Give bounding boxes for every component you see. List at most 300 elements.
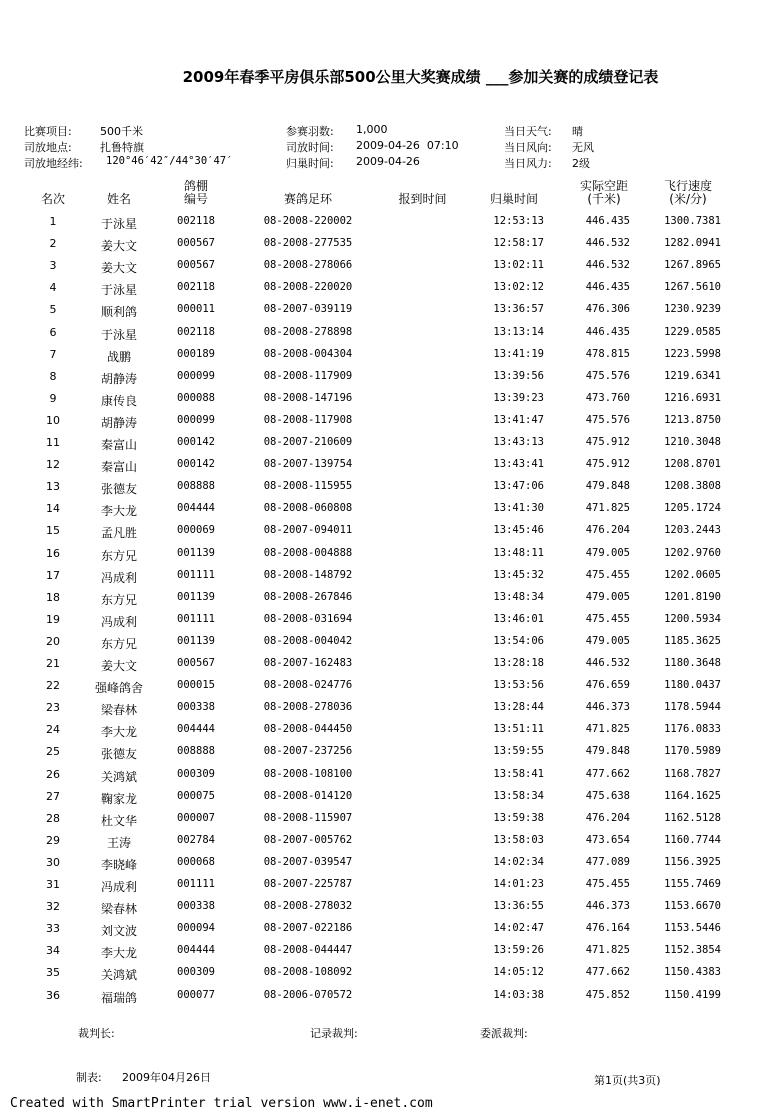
header-distance-bottom: (千米) xyxy=(587,192,621,206)
speed-cell: 1202.0605 xyxy=(664,568,721,581)
name-cell: 关鸿斌 xyxy=(100,769,137,784)
ring-number-cell: 08-2008-117908 xyxy=(263,413,353,426)
ring-number-cell: 08-2008-108092 xyxy=(263,966,353,979)
speed-cell: 1223.5998 xyxy=(664,347,721,360)
distance-cell: 446.532 xyxy=(585,237,630,250)
distance-cell: 478.815 xyxy=(585,347,630,360)
table-row xyxy=(0,768,781,790)
distance-cell: 476.204 xyxy=(585,524,630,537)
loft-id-cell: 000015 xyxy=(177,679,215,692)
loft-id-cell: 000338 xyxy=(177,900,215,913)
distance-cell: 446.373 xyxy=(585,701,630,714)
rank-cell: 31 xyxy=(46,878,60,891)
return-time-cell: 14:01:23 xyxy=(493,878,544,890)
return-time-cell: 13:41:19 xyxy=(493,347,544,360)
rank-cell: 9 xyxy=(49,391,57,405)
return-time-cell: 14:03:38 xyxy=(493,988,544,1001)
table-row xyxy=(0,591,781,613)
footer-delegate: 委派裁判: xyxy=(480,1027,528,1040)
rank-cell: 30 xyxy=(46,855,60,869)
speed-cell: 1203.2443 xyxy=(664,524,721,537)
speed-cell: 1180.0437 xyxy=(664,679,721,692)
distance-cell: 475.912 xyxy=(585,458,630,471)
rank-cell: 23 xyxy=(46,701,60,715)
return-time-cell: 13:28:18 xyxy=(493,657,544,669)
loft-id-cell: 004444 xyxy=(177,502,215,515)
speed-cell: 1155.7469 xyxy=(664,878,721,890)
name-cell: 胡静涛 xyxy=(100,415,137,430)
return-time-cell: 13:48:11 xyxy=(493,546,544,559)
return-time-cell: 14:05:12 xyxy=(493,966,544,979)
ring-number-cell: 08-2008-004042 xyxy=(263,634,353,647)
header-name: 姓名 xyxy=(106,192,131,206)
distance-cell: 473.654 xyxy=(585,833,630,846)
distance-cell: 479.005 xyxy=(585,590,630,603)
wind-direction-value: 无风 xyxy=(572,141,594,154)
table-row xyxy=(0,812,781,834)
rank-cell: 35 xyxy=(46,966,60,980)
speed-cell: 1267.8965 xyxy=(664,259,721,272)
table-row xyxy=(0,547,781,569)
speed-cell: 1170.5989 xyxy=(664,745,721,758)
distance-cell: 476.164 xyxy=(585,922,630,935)
table-row xyxy=(0,281,781,303)
speed-cell: 1160.7744 xyxy=(664,833,721,846)
name-cell: 张德友 xyxy=(100,482,137,497)
header-report-time: 报到时间 xyxy=(398,192,447,206)
name-cell: 姜大文 xyxy=(100,239,137,254)
name-cell: 康传良 xyxy=(100,393,137,408)
speed-cell: 1156.3925 xyxy=(664,855,721,868)
ring-number-cell: 08-2008-115907 xyxy=(263,811,353,824)
return-time-cell: 13:02:11 xyxy=(493,259,544,272)
rank-cell: 1 xyxy=(49,215,57,228)
return-time-cell: 13:36:57 xyxy=(493,303,544,316)
name-cell: 于泳星 xyxy=(100,283,137,298)
table-row xyxy=(0,657,781,679)
return-time-cell: 13:47:06 xyxy=(493,480,544,493)
speed-cell: 1208.8701 xyxy=(664,458,721,471)
table-row xyxy=(0,502,781,524)
speed-cell: 1164.1625 xyxy=(664,789,721,802)
loft-id-cell: 000142 xyxy=(177,458,215,471)
speed-cell: 1219.6341 xyxy=(664,369,721,382)
table-row xyxy=(0,303,781,325)
return-time-cell: 13:59:26 xyxy=(493,944,544,957)
rank-cell: 19 xyxy=(46,612,60,626)
name-cell: 于泳星 xyxy=(100,217,137,231)
loft-id-cell: 000011 xyxy=(177,303,215,316)
loft-id-cell: 000567 xyxy=(177,657,215,669)
ring-number-cell: 08-2008-147196 xyxy=(263,391,353,404)
table-row xyxy=(0,856,781,878)
rank-cell: 4 xyxy=(49,281,57,295)
coords-value: 120°46′42″/44°30′47′ xyxy=(106,155,233,167)
speed-cell: 1201.8190 xyxy=(664,590,721,603)
rank-cell: 29 xyxy=(46,833,60,847)
table-row xyxy=(0,458,781,480)
ring-number-cell: 08-2007-039119 xyxy=(263,303,353,316)
loft-id-cell: 000142 xyxy=(177,436,215,448)
speed-cell: 1282.0941 xyxy=(664,237,721,250)
loft-id-cell: 000567 xyxy=(177,259,215,272)
distance-cell: 476.306 xyxy=(585,303,630,316)
loft-id-cell: 000069 xyxy=(177,524,215,537)
distance-cell: 475.455 xyxy=(585,878,630,890)
return-time-cell: 13:36:55 xyxy=(493,900,544,913)
ring-number-cell: 08-2007-210609 xyxy=(263,436,353,448)
loft-id-cell: 001139 xyxy=(177,590,215,603)
table-row xyxy=(0,878,781,900)
rank-cell: 2 xyxy=(49,237,57,251)
ring-number-cell: 08-2007-237256 xyxy=(263,745,353,758)
loft-id-cell: 008888 xyxy=(177,480,215,493)
return-value: 2009-04-26 xyxy=(356,155,420,168)
ring-number-cell: 08-2007-225787 xyxy=(263,878,353,890)
rank-cell: 32 xyxy=(46,900,60,914)
speed-cell: 1216.6931 xyxy=(664,391,721,404)
distance-cell: 475.576 xyxy=(585,413,630,426)
ring-number-cell: 08-2008-277535 xyxy=(263,237,353,250)
distance-cell: 477.089 xyxy=(585,855,630,868)
table-row xyxy=(0,569,781,591)
event-value: 500千米 xyxy=(100,125,143,138)
return-time-cell: 13:43:41 xyxy=(493,458,544,471)
rank-cell: 6 xyxy=(49,325,57,339)
speed-cell: 1267.5610 xyxy=(664,281,721,294)
speed-cell: 1176.0833 xyxy=(664,723,721,736)
table-row xyxy=(0,348,781,370)
ring-number-cell: 08-2008-004304 xyxy=(263,347,353,360)
site-label: 司放地点: xyxy=(24,141,72,154)
name-cell: 李大龙 xyxy=(100,504,137,519)
ring-number-cell: 08-2008-220020 xyxy=(263,281,353,294)
loft-id-cell: 002784 xyxy=(177,833,215,846)
table-row xyxy=(0,790,781,812)
distance-cell: 476.204 xyxy=(585,811,630,824)
distance-cell: 475.638 xyxy=(585,789,630,802)
footer-maker-date: 2009年04月26日 xyxy=(122,1071,211,1084)
table-row xyxy=(0,613,781,635)
weather-label: 当日天气: xyxy=(504,125,552,138)
ring-number-cell: 08-2008-115955 xyxy=(263,480,353,493)
ring-number-cell: 08-2008-267846 xyxy=(263,590,353,603)
name-cell: 秦富山 xyxy=(100,438,137,452)
table-row xyxy=(0,900,781,922)
table-row xyxy=(0,480,781,502)
rank-cell: 14 xyxy=(46,502,60,516)
name-cell: 冯成利 xyxy=(100,614,137,629)
table-row xyxy=(0,834,781,856)
ring-number-cell: 08-2007-162483 xyxy=(263,657,353,669)
name-cell: 顺利鸽 xyxy=(100,305,137,320)
rank-cell: 33 xyxy=(46,922,60,936)
return-time-cell: 13:54:06 xyxy=(493,634,544,647)
rank-cell: 5 xyxy=(49,303,57,317)
rank-cell: 34 xyxy=(46,944,60,958)
distance-cell: 471.825 xyxy=(585,502,630,515)
name-cell: 姜大文 xyxy=(100,261,137,276)
loft-id-cell: 004444 xyxy=(177,944,215,957)
loft-id-cell: 001111 xyxy=(177,612,215,625)
distance-cell: 479.848 xyxy=(585,480,630,493)
header-speed-top: 飞行速度 xyxy=(663,179,712,193)
ring-number-cell: 08-2008-278032 xyxy=(263,900,353,913)
distance-cell: 479.005 xyxy=(585,634,630,647)
name-cell: 李大龙 xyxy=(100,946,137,961)
loft-id-cell: 000567 xyxy=(177,237,215,250)
rank-cell: 36 xyxy=(46,988,60,1002)
return-time-cell: 13:02:12 xyxy=(493,281,544,294)
ring-number-cell: 08-2007-039547 xyxy=(263,855,353,868)
header-loft-top: 鸽棚 xyxy=(183,179,208,193)
return-label: 归巢时间: xyxy=(286,157,334,170)
speed-cell: 1202.9760 xyxy=(664,546,721,559)
loft-id-cell: 001111 xyxy=(177,878,215,890)
table-row xyxy=(0,745,781,767)
speed-cell: 1180.3648 xyxy=(664,657,721,669)
loft-id-cell: 000338 xyxy=(177,701,215,714)
loft-id-cell: 000077 xyxy=(177,988,215,1001)
name-cell: 秦富山 xyxy=(100,460,137,475)
table-row xyxy=(0,392,781,414)
loft-id-cell: 000099 xyxy=(177,369,215,382)
wind-direction-label: 当日风向: xyxy=(504,141,552,154)
table-row xyxy=(0,635,781,657)
return-time-cell: 12:53:13 xyxy=(493,215,544,227)
table-row xyxy=(0,524,781,546)
name-cell: 于泳星 xyxy=(100,327,137,342)
table-row xyxy=(0,259,781,281)
name-cell: 关鸿斌 xyxy=(100,968,137,983)
loft-id-cell: 000007 xyxy=(177,811,215,824)
ring-number-cell: 08-2008-278898 xyxy=(263,325,353,338)
wind-force-label: 当日风力: xyxy=(504,157,552,170)
distance-cell: 471.825 xyxy=(585,723,630,736)
ring-number-cell: 08-2008-004888 xyxy=(263,546,353,559)
return-time-cell: 13:48:34 xyxy=(493,590,544,603)
distance-cell: 473.760 xyxy=(585,391,630,404)
header-return-time: 归巢时间 xyxy=(489,192,538,206)
rank-cell: 22 xyxy=(46,679,60,693)
return-time-cell: 13:41:47 xyxy=(493,413,544,426)
table-row xyxy=(0,370,781,392)
name-cell: 东方兄 xyxy=(100,636,137,651)
site-value: 扎鲁特旗 xyxy=(100,141,144,154)
speed-cell: 1208.3808 xyxy=(664,480,721,493)
loft-id-cell: 002118 xyxy=(177,281,215,294)
rank-cell: 28 xyxy=(46,811,60,825)
ring-number-cell: 08-2008-014120 xyxy=(263,789,353,802)
name-cell: 李大龙 xyxy=(100,725,137,740)
speed-cell: 1213.8750 xyxy=(664,413,721,426)
footer-page-number: 第1页(共3页) xyxy=(594,1074,661,1087)
distance-cell: 477.662 xyxy=(585,767,630,780)
ring-number-cell: 08-2008-044450 xyxy=(263,723,353,736)
ring-number-cell: 08-2007-022186 xyxy=(263,922,353,935)
name-cell: 东方兄 xyxy=(100,548,137,563)
ring-number-cell: 08-2008-220002 xyxy=(263,215,353,227)
loft-id-cell: 000099 xyxy=(177,413,215,426)
ring-number-cell: 08-2008-148792 xyxy=(263,568,353,581)
name-cell: 王涛 xyxy=(106,835,131,850)
footer-maker-label: 制表: xyxy=(76,1071,102,1084)
name-cell: 刘文波 xyxy=(100,924,137,939)
table-row xyxy=(0,414,781,436)
loft-id-cell: 004444 xyxy=(177,723,215,736)
header-speed-bottom: (米/分) xyxy=(669,192,707,206)
ring-number-cell: 08-2008-278066 xyxy=(263,259,353,272)
return-time-cell: 14:02:34 xyxy=(493,855,544,868)
ring-number-cell: 08-2007-094011 xyxy=(263,524,353,537)
distance-cell: 475.852 xyxy=(585,988,630,1001)
coords-label: 司放地经纬: xyxy=(24,157,83,170)
distance-cell: 446.435 xyxy=(585,281,630,294)
distance-cell: 471.825 xyxy=(585,944,630,957)
rank-cell: 26 xyxy=(46,767,60,781)
ring-number-cell: 08-2008-060808 xyxy=(263,502,353,515)
distance-cell: 446.435 xyxy=(585,325,630,338)
table-row xyxy=(0,966,781,988)
speed-cell: 1185.3625 xyxy=(664,634,721,647)
rank-cell: 15 xyxy=(46,524,60,538)
header-distance-top: 实际空距 xyxy=(579,179,628,193)
speed-cell: 1152.3854 xyxy=(664,944,721,957)
table-row xyxy=(0,326,781,348)
return-time-cell: 13:45:46 xyxy=(493,524,544,537)
rank-cell: 18 xyxy=(46,590,60,604)
rank-cell: 7 xyxy=(49,347,57,361)
rank-cell: 20 xyxy=(46,634,60,648)
name-cell: 冯成利 xyxy=(100,880,137,894)
return-time-cell: 13:28:44 xyxy=(493,701,544,714)
distance-cell: 476.659 xyxy=(585,679,630,692)
table-row xyxy=(0,944,781,966)
return-time-cell: 13:58:34 xyxy=(493,789,544,802)
loft-id-cell: 000309 xyxy=(177,966,215,979)
name-cell: 李晓峰 xyxy=(100,857,137,872)
ring-number-cell: 08-2008-108100 xyxy=(263,767,353,780)
return-time-cell: 13:59:55 xyxy=(493,745,544,758)
return-time-cell: 12:58:17 xyxy=(493,237,544,250)
speed-cell: 1153.6670 xyxy=(664,900,721,913)
return-time-cell: 14:02:47 xyxy=(493,922,544,935)
loft-id-cell: 000189 xyxy=(177,347,215,360)
speed-cell: 1162.5128 xyxy=(664,811,721,824)
return-time-cell: 13:13:14 xyxy=(493,325,544,338)
rank-cell: 11 xyxy=(46,436,60,449)
rank-cell: 27 xyxy=(46,789,60,803)
rank-cell: 3 xyxy=(49,259,57,273)
release-label: 司放时间: xyxy=(286,141,334,154)
return-time-cell: 13:53:56 xyxy=(493,679,544,692)
speed-cell: 1210.3048 xyxy=(664,436,721,448)
return-time-cell: 13:39:56 xyxy=(493,369,544,382)
speed-cell: 1153.5446 xyxy=(664,922,721,935)
return-time-cell: 13:46:01 xyxy=(493,612,544,625)
event-label: 比赛项目: xyxy=(24,125,72,138)
name-cell: 福瑞鸽 xyxy=(100,990,137,1005)
name-cell: 胡静涛 xyxy=(100,371,137,386)
speed-cell: 1205.1724 xyxy=(664,502,721,515)
return-time-cell: 13:58:41 xyxy=(493,767,544,780)
rank-cell: 10 xyxy=(46,413,60,427)
rank-cell: 12 xyxy=(46,458,60,472)
birds-label: 参赛羽数: xyxy=(286,125,334,138)
rank-cell: 24 xyxy=(46,723,60,737)
name-cell: 姜大文 xyxy=(100,659,137,673)
rank-cell: 13 xyxy=(46,480,60,494)
distance-cell: 477.662 xyxy=(585,966,630,979)
return-time-cell: 13:39:23 xyxy=(493,391,544,404)
ring-number-cell: 08-2006-070572 xyxy=(263,988,353,1001)
rank-cell: 21 xyxy=(46,657,60,670)
name-cell: 张德友 xyxy=(100,747,137,762)
watermark-text: Created with SmartPrinter trial version www.i-enet.com xyxy=(10,1096,433,1111)
name-cell: 梁春林 xyxy=(100,703,137,718)
loft-id-cell: 000309 xyxy=(177,767,215,780)
speed-cell: 1168.7827 xyxy=(664,767,721,780)
speed-cell: 1200.5934 xyxy=(664,612,721,625)
distance-cell: 475.912 xyxy=(585,436,630,448)
distance-cell: 475.455 xyxy=(585,568,630,581)
speed-cell: 1150.4199 xyxy=(664,988,721,1001)
return-time-cell: 13:59:38 xyxy=(493,811,544,824)
name-cell: 冯成利 xyxy=(100,570,137,585)
distance-cell: 475.576 xyxy=(585,369,630,382)
footer-judge: 裁判长: xyxy=(78,1027,115,1040)
rank-cell: 17 xyxy=(46,568,60,582)
ring-number-cell: 08-2007-139754 xyxy=(263,458,353,471)
table-row xyxy=(0,701,781,723)
ring-number-cell: 08-2008-031694 xyxy=(263,612,353,625)
name-cell: 强峰鸽舍 xyxy=(94,681,143,696)
loft-id-cell: 001111 xyxy=(177,568,215,581)
header-ring: 赛鸽足环 xyxy=(283,192,332,206)
distance-cell: 446.532 xyxy=(585,259,630,272)
name-cell: 梁春林 xyxy=(100,902,137,917)
return-time-cell: 13:51:11 xyxy=(493,723,544,736)
footer-recorder: 记录裁判: xyxy=(310,1027,358,1040)
table-row xyxy=(0,679,781,701)
distance-cell: 446.435 xyxy=(585,215,630,227)
return-time-cell: 13:41:30 xyxy=(493,502,544,515)
name-cell: 杜文华 xyxy=(100,813,137,828)
distance-cell: 479.005 xyxy=(585,546,630,559)
loft-id-cell: 008888 xyxy=(177,745,215,758)
return-time-cell: 13:58:03 xyxy=(493,833,544,846)
rank-cell: 8 xyxy=(49,369,57,383)
loft-id-cell: 000088 xyxy=(177,391,215,404)
loft-id-cell: 001139 xyxy=(177,546,215,559)
name-cell: 战鹏 xyxy=(106,349,131,364)
header-rank: 名次 xyxy=(40,192,65,206)
release-value: 2009-04-26 07:10 xyxy=(356,139,459,152)
speed-cell: 1150.4383 xyxy=(664,966,721,979)
distance-cell: 446.532 xyxy=(585,657,630,669)
loft-id-cell: 001139 xyxy=(177,634,215,647)
header-loft-bottom: 编号 xyxy=(183,192,208,206)
loft-id-cell: 002118 xyxy=(177,215,215,227)
distance-cell: 479.848 xyxy=(585,745,630,758)
rank-cell: 25 xyxy=(46,745,60,759)
ring-number-cell: 08-2007-005762 xyxy=(263,833,353,846)
ring-number-cell: 08-2008-117909 xyxy=(263,369,353,382)
table-row xyxy=(0,237,781,259)
distance-cell: 446.373 xyxy=(585,900,630,913)
distance-cell: 475.455 xyxy=(585,612,630,625)
ring-number-cell: 08-2008-278036 xyxy=(263,701,353,714)
